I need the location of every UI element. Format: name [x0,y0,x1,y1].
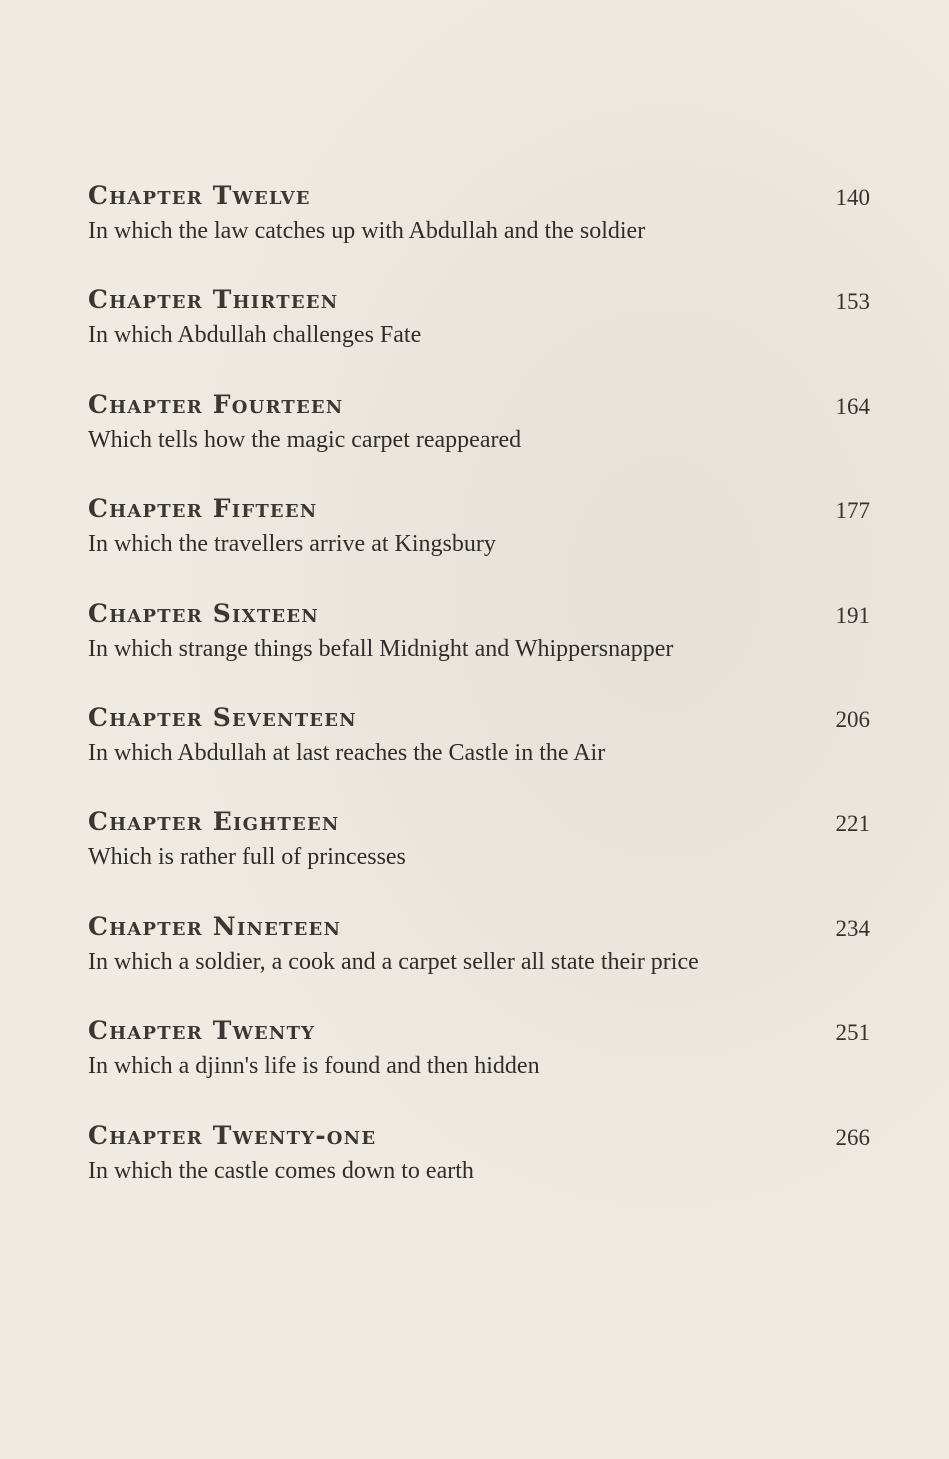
chapter-description: In which strange things befall Midnight and Whippersnapper [88,635,674,662]
chapter-heading: Chapter Eighteen [88,807,340,837]
page-number: 206 [835,706,870,732]
chapter-description: In which the castle comes down to earth [88,1157,474,1184]
page-number: 221 [835,811,870,837]
chapter-description: In which Abdullah challenges Fate [88,322,422,349]
chapter-heading: Chapter Twenty [88,1016,316,1046]
toc-entry [86,1120,872,1224]
page-number: 177 [835,498,870,524]
toc-entry [86,911,872,1015]
chapter-description: In which the law catches up with Abdullah and the soldier [88,218,646,244]
chapter-heading: Chapter Sixteen [88,598,319,628]
page-number: 191 [835,602,870,628]
chapter-heading: Chapter Fifteen [88,494,318,524]
toc-entry [86,598,872,702]
page-number: 140 [835,185,870,210]
page-number: 153 [835,289,870,315]
chapter-description: In which the travellers arrive at Kingsbury [88,531,496,558]
chapter-description: In which Abdullah at last reaches the Castle in the Air [88,739,606,766]
chapter-description: Which tells how the magic carpet reappeared [88,426,522,453]
toc-entry [86,1015,872,1119]
chapter-heading: Chapter Twenty-one [88,1120,377,1150]
toc-entry [86,389,872,493]
chapter-description: Which is rather full of princesses [88,844,406,871]
chapter-description: In which a djinn's life is found and then hidden [88,1053,540,1080]
table-of-contents [86,180,872,1224]
chapter-heading: Chapter Fourteen [88,389,344,419]
toc-entry [86,180,872,284]
toc-entry [86,806,872,910]
chapter-description: In which a soldier, a cook and a carpet seller all state their price [88,948,699,975]
chapter-heading: Chapter Thirteen [88,285,339,315]
toc-entry [86,702,872,806]
page-number: 164 [835,393,870,419]
page-number: 266 [835,1124,870,1150]
page-number: 251 [835,1020,870,1046]
toc-entry [86,284,872,388]
chapter-heading: Chapter Seventeen [88,702,357,732]
chapter-heading: Chapter Twelve [88,181,311,210]
toc-entry [86,493,872,597]
page-number: 234 [835,915,870,941]
chapter-heading: Chapter Nineteen [88,911,342,941]
